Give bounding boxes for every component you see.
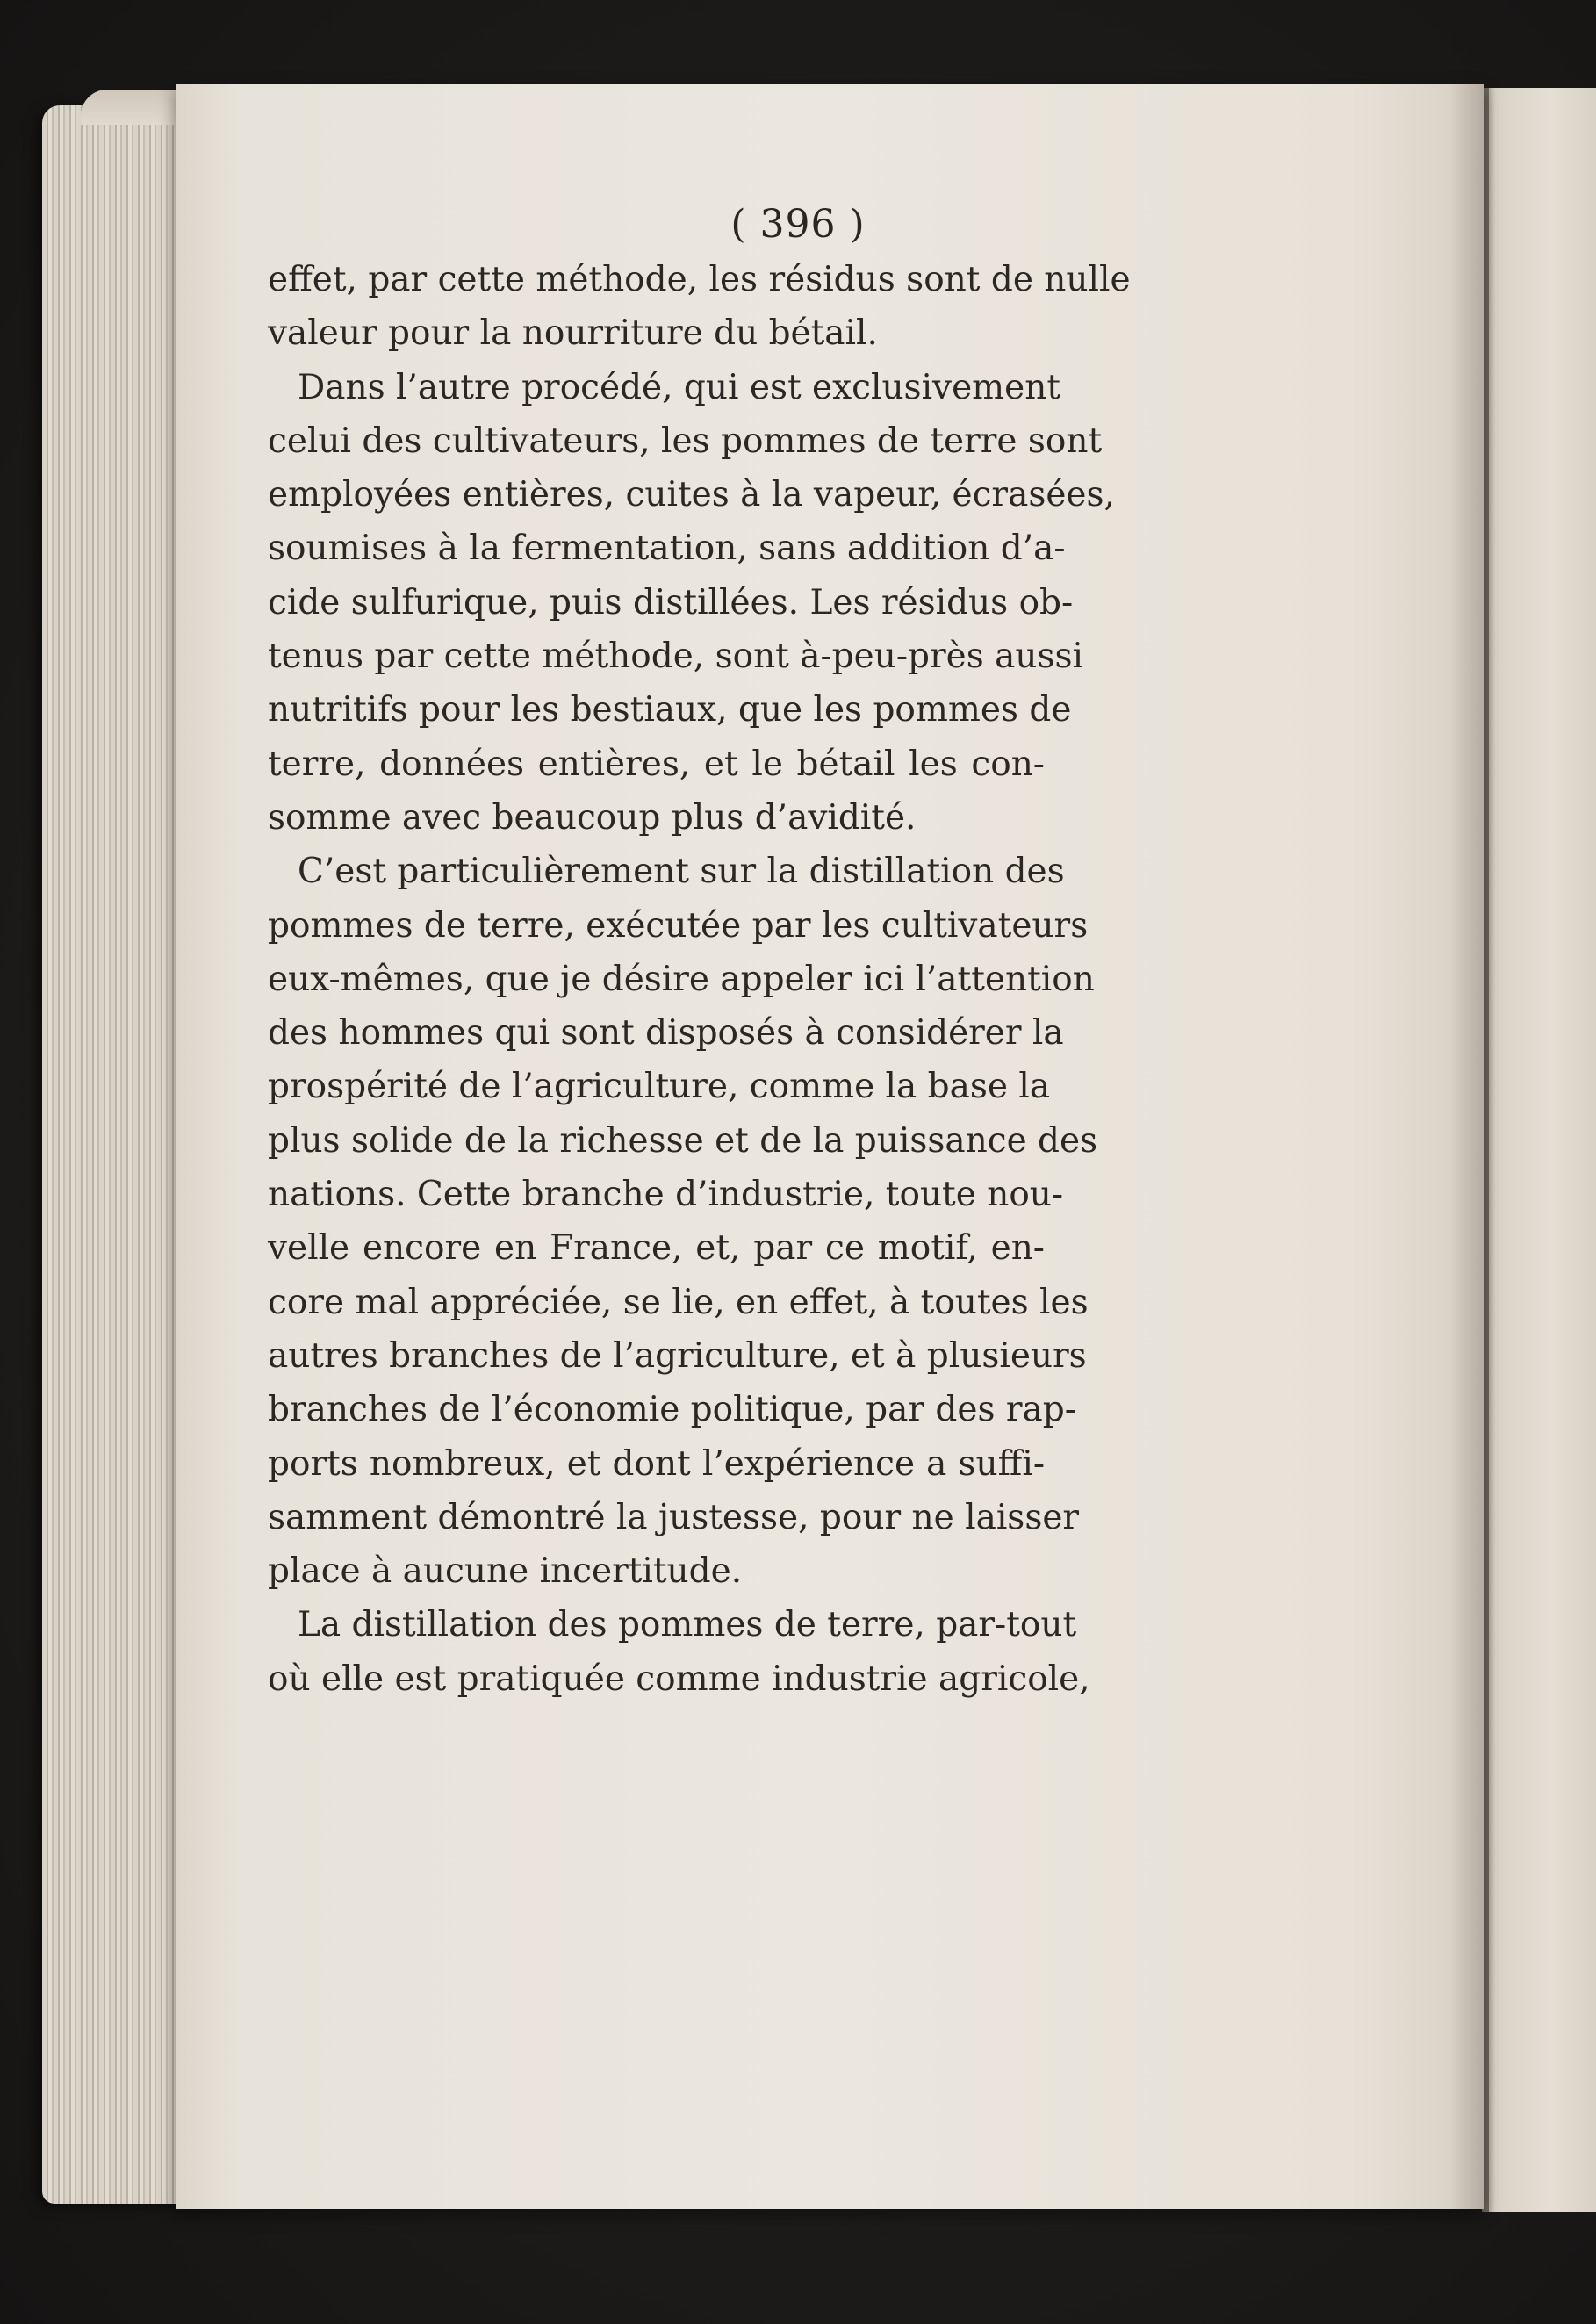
text-line: des hommes qui sont disposés à considérer la [268,1013,1064,1054]
text-line: branches de l’économie politique, par des rap- [268,1390,1076,1430]
page-number: ( 396 ) [730,202,866,247]
text-line: Dans l’autre procédé, qui est exclusivement [298,367,1061,407]
text-line: core mal appréciée, se lie, en effet, à toutes les [268,1282,1089,1322]
text-line: eux-mêmes, que je désire appeler ici l’attention [268,959,1095,999]
text-line: C’est particulièrement sur la distillation des [298,852,1065,892]
text-line: ports nombreux, et dont l’expérience a suffi- [268,1443,1045,1484]
gutter-shadow [1449,84,1484,2209]
text-line: samment démontré la justesse, pour ne laisser [268,1497,1080,1537]
text-line: terre, données entières, et le bétail les con- [268,744,1045,784]
text-line: nutritifs pour les bestiaux, que les pommes de [268,690,1072,730]
text-line: La distillation des pommes de terre, par-tout [298,1605,1077,1645]
text-line: place à aucune incertitude. [268,1551,743,1592]
text-line: cide sulfurique, puis distillées. Les résidus ob- [268,582,1074,622]
text-line: pommes de terre, exécutée par les cultivateurs [268,905,1089,946]
text-line: plus solide de la richesse et de la puissance des [268,1120,1098,1161]
page-text-block [268,253,1131,1706]
page-stack-edges [42,105,191,2204]
text-line: employées entières, cuites à la vapeur, écrasées, [268,475,1115,515]
text-line: où elle est pratiquée comme industrie agricole, [268,1658,1090,1699]
text-line: celui des cultivateurs, les pommes de terre sont [268,421,1103,461]
text-line: prospérité de l’agriculture, comme la base la [268,1067,1051,1107]
text-line: somme avec beaucoup plus d’avidité. [268,797,917,838]
text-line: valeur pour la nourriture du bétail. [268,313,878,354]
facing-page-sliver [1482,88,1596,2212]
text-line: velle encore en France, et, par ce motif, en- [268,1228,1045,1269]
text-line: effet, par cette méthode, les résidus sont de nulle [268,260,1131,299]
text-line: tenus par cette méthode, sont à-peu-près aussi [268,637,1083,677]
text-line: nations. Cette branche d’industrie, toute nou- [268,1175,1064,1215]
text-line: soumises à la fermentation, sans addition d’a- [268,529,1066,569]
text-line: autres branches de l’agriculture, et à plusieurs [268,1335,1087,1376]
